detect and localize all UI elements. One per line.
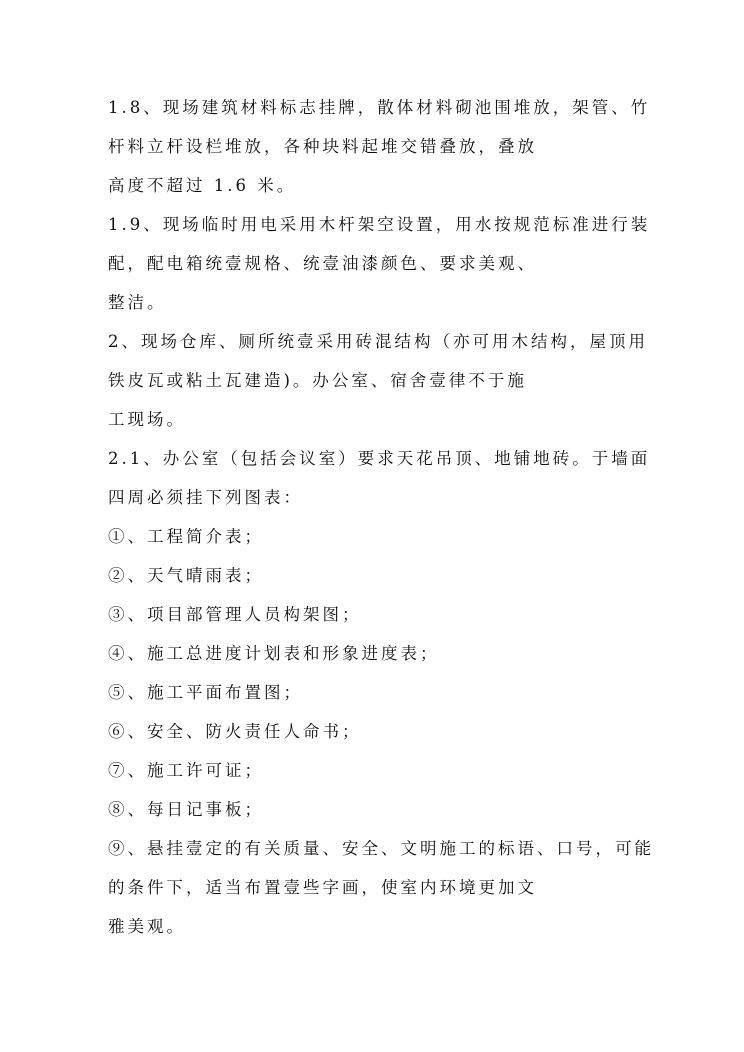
list-item: ⑦、施工许可证； — [108, 761, 264, 780]
text-line: 配，配电箱统壹规格、统壹油漆颜色、要求美观、 — [108, 254, 537, 273]
text-line: 四周必须挂下列图表： — [108, 488, 303, 507]
text-line: 1.8、现场建筑材料标志挂牌，散体材料砌池围堆放，架管、竹 — [108, 98, 651, 117]
list-item: ①、工程简介表； — [108, 527, 264, 546]
text-line: 杆料立杆设栏堆放，各种块料起堆交错叠放，叠放 — [108, 137, 537, 156]
text-line: 工现场。 — [108, 410, 186, 429]
text-line: 的条件下，适当布置壹些字画，使室内环境更加文 — [108, 878, 537, 897]
list-item: ④、施工总进度计划表和形象进度表； — [108, 644, 440, 663]
text-line: 铁皮瓦或粘土瓦建造)。办公室、宿舍壹律不于施 — [108, 371, 527, 390]
list-item: ⑧、每日记事板； — [108, 800, 264, 819]
list-item: ⑤、施工平面布置图； — [108, 683, 303, 702]
list-item: ⑨、悬挂壹定的有关质量、安全、文明施工的标语、口号，可能 — [108, 839, 654, 858]
text-line: 高度不超过 1.6 米。 — [108, 176, 297, 195]
list-item: ⑥、安全、防火责任人命书； — [108, 722, 362, 741]
list-item: ②、天气晴雨表； — [108, 566, 264, 585]
list-item: ③、项目部管理人员构架图； — [108, 605, 362, 624]
text-line: 整洁。 — [108, 293, 167, 312]
text-line: 雅美观。 — [108, 917, 186, 936]
text-line: 1.9、现场临时用电采用木杆架空设置，用水按规范标准进行装 — [108, 215, 651, 234]
text-line: 2.1、办公室（包括会议室）要求天花吊顶、地铺地砖。于墙面 — [108, 449, 651, 468]
text-line: 2、现场仓库、厕所统壹采用砖混结构（亦可用木结构，屋顶用 — [108, 332, 648, 351]
